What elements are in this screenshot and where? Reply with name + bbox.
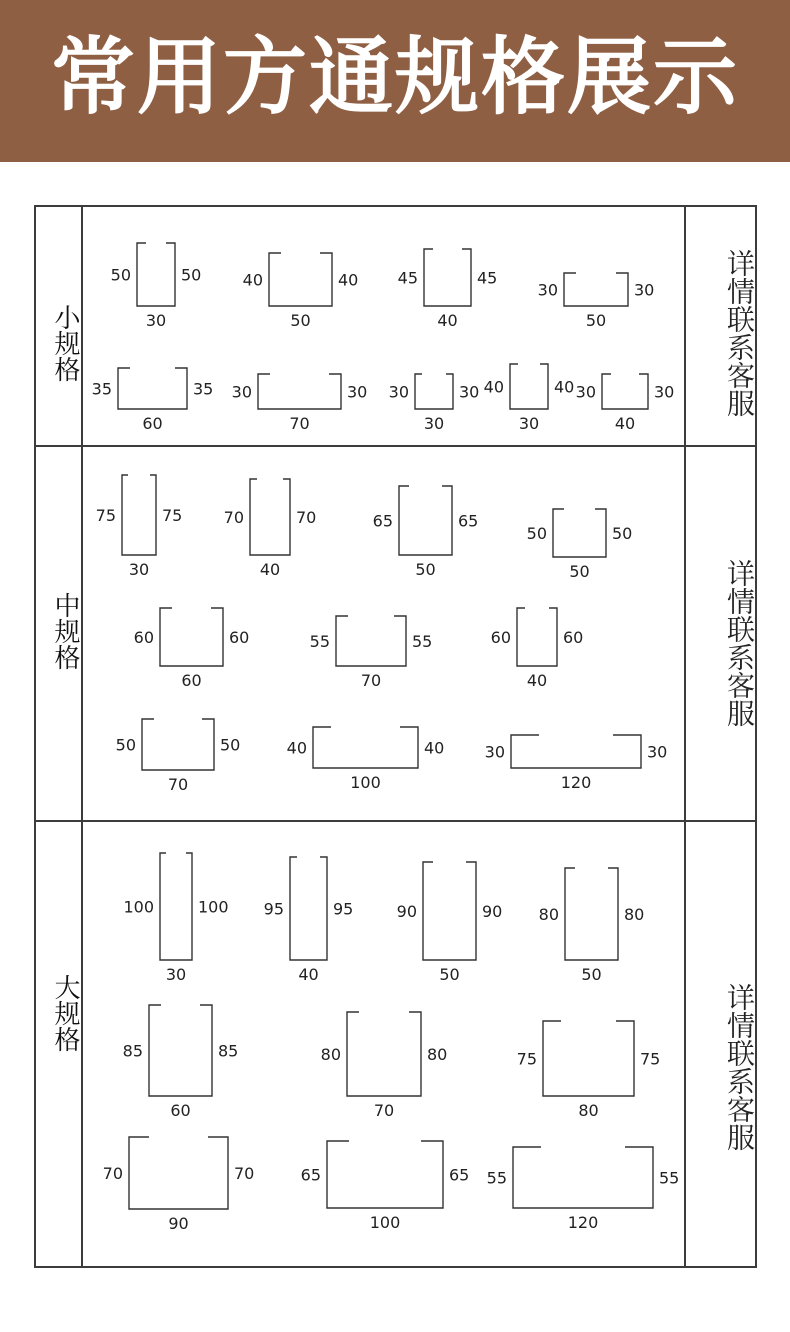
profile-small-2 xyxy=(243,253,359,330)
profile-outline xyxy=(258,374,341,409)
profile-outline xyxy=(160,608,223,666)
profile-outline xyxy=(424,249,471,306)
dim-height-left: 75 xyxy=(95,506,116,525)
profile-outline xyxy=(347,1012,421,1096)
dim-height-left: 30 xyxy=(484,742,505,762)
dim-height-left: 75 xyxy=(516,1049,537,1069)
dim-height-right: 85 xyxy=(218,1041,239,1061)
dim-width: 50 xyxy=(585,311,607,330)
profile-outline xyxy=(415,374,453,409)
dim-height-right: 65 xyxy=(458,511,479,531)
dim-height-left: 45 xyxy=(397,268,418,288)
dim-width: 40 xyxy=(437,311,458,330)
dim-height-right: 75 xyxy=(162,506,183,525)
profile-medium-10 xyxy=(485,735,668,792)
dim-height-left: 30 xyxy=(388,382,409,402)
dim-width: 80 xyxy=(578,1101,599,1120)
profile-outline xyxy=(137,243,175,306)
dim-height-left: 40 xyxy=(242,270,263,290)
profile-large-8 xyxy=(103,1137,255,1233)
dim-width: 30 xyxy=(165,965,187,984)
profile-small-6 xyxy=(232,374,368,433)
profile-medium-2 xyxy=(224,479,317,579)
dim-height-left: 50 xyxy=(526,524,547,543)
dim-height-left: 40 xyxy=(483,377,504,397)
dim-height-right: 55 xyxy=(659,1168,680,1188)
dim-height-left: 30 xyxy=(575,382,596,402)
profile-large-1 xyxy=(123,853,228,984)
dim-width: 50 xyxy=(581,965,602,984)
contact-note-medium: 详情联系客服 xyxy=(723,559,756,727)
profile-medium-8 xyxy=(116,719,241,794)
profile-outline xyxy=(129,1137,228,1209)
profile-medium-3 xyxy=(373,486,479,579)
dim-height-left: 60 xyxy=(133,628,154,647)
profile-medium-7 xyxy=(491,608,584,690)
page-title: 常用方通规格展示 xyxy=(50,28,739,126)
profile-small-5 xyxy=(92,368,214,433)
profile-outline xyxy=(336,616,406,666)
dim-height-right: 60 xyxy=(229,628,250,647)
dim-height-left: 60 xyxy=(490,628,511,647)
dim-width: 60 xyxy=(181,671,202,690)
profile-outline xyxy=(511,735,641,768)
dim-width: 50 xyxy=(290,311,311,330)
dim-width: 50 xyxy=(415,560,436,579)
dim-height-right: 90 xyxy=(482,902,503,921)
dim-height-left: 50 xyxy=(110,265,131,285)
dim-width: 60 xyxy=(142,414,163,433)
dim-height-right: 80 xyxy=(624,905,645,924)
profile-outline xyxy=(250,479,290,555)
profile-large-9 xyxy=(301,1141,470,1232)
profile-outline xyxy=(565,868,618,960)
dim-width: 30 xyxy=(128,560,150,579)
dim-height-right: 100 xyxy=(198,897,229,917)
profile-small-4 xyxy=(538,273,655,330)
dim-height-left: 30 xyxy=(231,382,252,402)
dim-height-left: 85 xyxy=(122,1041,143,1061)
dim-height-left: 55 xyxy=(486,1168,507,1188)
dim-width: 40 xyxy=(526,671,548,690)
profile-small-7 xyxy=(389,374,480,433)
dim-width: 40 xyxy=(298,965,319,984)
dim-height-right: 75 xyxy=(640,1049,661,1069)
dim-width: 70 xyxy=(360,671,382,690)
dim-height-left: 80 xyxy=(538,905,559,924)
dim-width: 120 xyxy=(567,1213,599,1232)
profile-large-3 xyxy=(397,862,503,984)
profile-large-7 xyxy=(517,1021,661,1120)
profile-outline xyxy=(513,1147,653,1208)
dim-width: 90 xyxy=(168,1214,189,1233)
contact-note-small: 详情联系客服 xyxy=(723,249,756,417)
dim-height-left: 65 xyxy=(300,1165,321,1185)
dim-height-right: 45 xyxy=(477,268,498,288)
profile-outline xyxy=(118,368,187,409)
dim-height-left: 65 xyxy=(372,511,393,531)
contact-note-large: 详情联系客服 xyxy=(723,983,756,1151)
profile-outline xyxy=(399,486,452,555)
dim-width: 60 xyxy=(170,1101,191,1120)
dim-height-right: 70 xyxy=(296,508,317,527)
dim-width: 70 xyxy=(373,1101,395,1120)
profile-outline xyxy=(313,727,418,768)
dim-height-right: 40 xyxy=(554,377,575,397)
dim-width: 70 xyxy=(289,414,310,433)
profile-outline xyxy=(269,253,332,306)
profile-small-8 xyxy=(484,364,575,433)
dim-height-right: 95 xyxy=(333,899,354,919)
dim-height-left: 95 xyxy=(263,899,284,919)
category-label-medium: 中规格 xyxy=(50,591,80,670)
profile-small-9 xyxy=(576,374,675,433)
dim-height-left: 30 xyxy=(537,280,558,300)
dim-height-right: 50 xyxy=(220,735,241,755)
profile-medium-1 xyxy=(96,475,183,579)
dim-height-right: 30 xyxy=(347,382,368,402)
profile-large-4 xyxy=(539,868,645,984)
dim-width: 40 xyxy=(259,560,281,579)
dim-height-left: 50 xyxy=(115,735,136,755)
profile-outline xyxy=(290,857,327,960)
dim-width: 40 xyxy=(614,414,636,433)
dim-height-left: 40 xyxy=(286,738,307,758)
dim-height-right: 55 xyxy=(412,632,433,651)
dim-height-left: 100 xyxy=(123,897,154,917)
profile-outline xyxy=(517,608,557,666)
dim-height-left: 35 xyxy=(91,379,112,399)
profile-large-5 xyxy=(123,1005,239,1120)
dim-height-left: 90 xyxy=(396,902,417,921)
dim-height-left: 70 xyxy=(223,508,244,527)
dim-height-right: 80 xyxy=(427,1045,448,1064)
profile-large-6 xyxy=(321,1012,448,1120)
profile-outline xyxy=(149,1005,212,1096)
profile-large-10 xyxy=(487,1147,680,1232)
profile-medium-9 xyxy=(287,727,445,792)
category-label-small: 小规格 xyxy=(50,303,80,382)
profile-outline xyxy=(510,364,548,409)
profile-medium-5 xyxy=(134,608,250,690)
profile-outline xyxy=(423,862,476,960)
dim-width: 30 xyxy=(423,414,445,433)
profile-outline xyxy=(564,273,628,306)
dim-height-right: 30 xyxy=(634,280,655,300)
dim-height-right: 40 xyxy=(424,738,445,758)
profile-outline xyxy=(122,475,156,555)
dim-width: 30 xyxy=(518,414,540,433)
profile-outline xyxy=(553,509,606,557)
dim-height-right: 30 xyxy=(459,382,480,402)
profile-small-3 xyxy=(398,249,498,330)
category-label-large: 大规格 xyxy=(50,973,80,1052)
profile-outline xyxy=(327,1141,443,1208)
dim-height-right: 30 xyxy=(654,382,675,402)
dim-height-left: 80 xyxy=(320,1045,341,1064)
dim-height-right: 50 xyxy=(181,265,202,285)
dim-width: 50 xyxy=(569,562,590,581)
dim-height-right: 70 xyxy=(234,1164,255,1183)
dim-width: 120 xyxy=(560,773,592,792)
profile-medium-6 xyxy=(310,616,433,690)
dim-width: 100 xyxy=(369,1213,401,1232)
profile-large-2 xyxy=(264,857,354,984)
profile-medium-4 xyxy=(527,509,633,581)
dim-height-right: 30 xyxy=(647,742,668,762)
dim-height-left: 70 xyxy=(102,1164,123,1183)
dim-width: 30 xyxy=(145,311,167,330)
profile-outline xyxy=(160,853,192,960)
profile-outline xyxy=(543,1021,634,1096)
profile-outline xyxy=(142,719,214,770)
dim-height-left: 55 xyxy=(309,632,330,651)
dim-height-right: 35 xyxy=(193,379,214,399)
dim-height-right: 65 xyxy=(449,1165,470,1185)
dim-width: 100 xyxy=(350,773,381,792)
dim-height-right: 50 xyxy=(612,524,633,543)
dim-width: 50 xyxy=(439,965,460,984)
dim-width: 70 xyxy=(167,775,189,794)
dim-height-right: 60 xyxy=(563,628,584,647)
dim-height-right: 40 xyxy=(338,270,359,290)
profile-outline xyxy=(602,374,648,409)
profile-small-1 xyxy=(111,243,202,330)
